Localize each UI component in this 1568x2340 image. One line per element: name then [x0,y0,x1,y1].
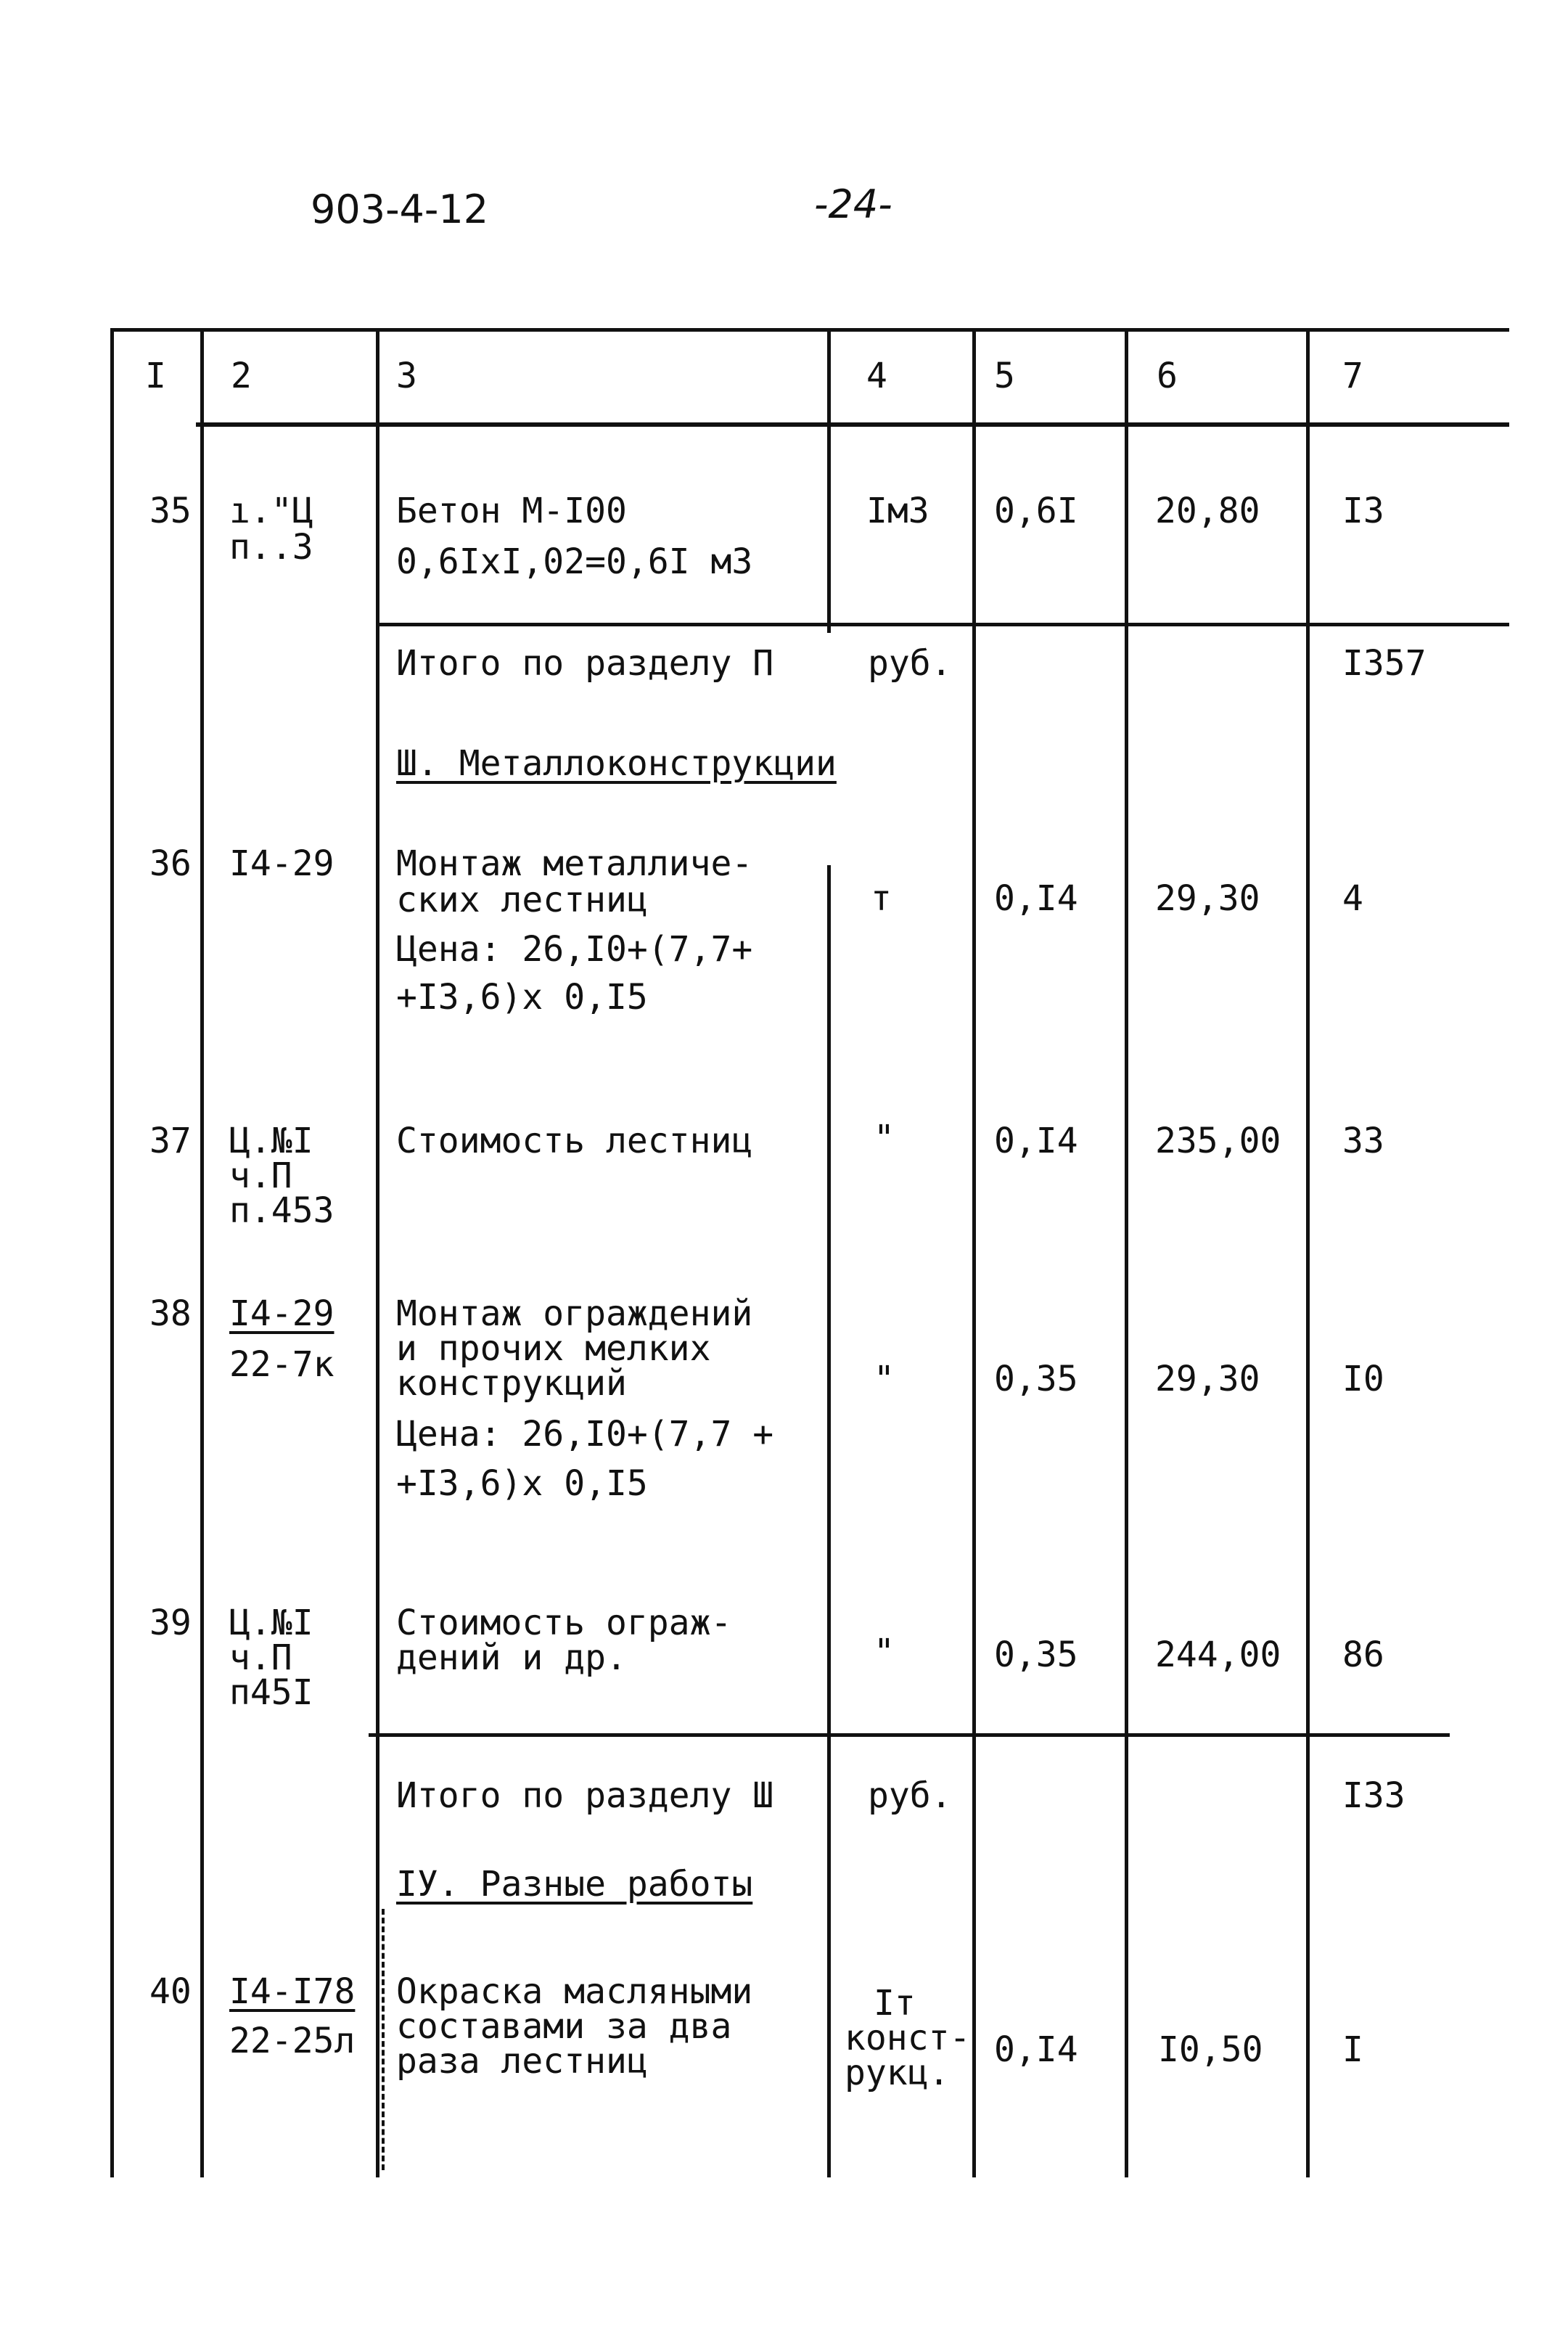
reference-line: I4-I78 [229,1971,356,2012]
row-number: 39 [149,1603,192,1643]
document-number: 903-4-12 [311,187,489,232]
description-line: Монтаж ограждений [396,1293,753,1334]
unit: руб. [868,643,952,684]
description-line: Цена: 26,I0+(7,7 + [396,1414,774,1455]
column-header-3: 3 [396,356,417,396]
quantity: 0,I4 [994,2029,1078,2070]
unit: Iм3 [866,491,929,531]
total-cost: I0 [1342,1359,1384,1399]
section-heading: IУ. Разные работы [396,1864,753,1905]
column-header-7: 7 [1342,356,1363,396]
row-number: 38 [149,1293,192,1334]
quantity: 0,6I [994,491,1078,531]
description-line: ских лестниц [396,880,648,920]
row-number: 40 [149,1971,192,2012]
reference-line: I4-29 [229,843,334,884]
total-cost: 4 [1342,878,1363,919]
description-line: Окраска масляными [396,1971,753,2012]
quantity: 0,35 [994,1359,1078,1399]
description-line: Монтаж металличе- [396,843,753,884]
reference-line: ı."Ц [229,491,313,531]
total-cost: I [1342,2029,1363,2070]
reference-line: п.453 [229,1190,334,1231]
unit-price: 29,30 [1155,878,1260,919]
unit: " [874,1632,895,1672]
unit: " [874,1118,895,1158]
row-number: 36 [149,843,192,884]
reference-line: ч.П [229,1637,292,1678]
row-number: 37 [149,1121,192,1161]
reference-line: I4-29 [229,1293,334,1334]
description-line: конструкций [396,1363,627,1404]
column-header-1: I [145,356,166,396]
reference-line: 22-7к [229,1344,334,1385]
subtotal-value: I357 [1342,643,1427,684]
quantity: 0,35 [994,1635,1078,1675]
description-line: 0,6IxI,02=0,6I м3 [396,541,753,582]
section-heading: Ш. Металлоконструкции [396,743,837,784]
description-line: раза лестниц [396,2041,648,2082]
description-line: +I3,6)x 0,I5 [396,977,648,1018]
subtotal-value: I33 [1342,1775,1405,1816]
subtotal-label: Итого по разделу П [396,643,774,684]
row-number: 35 [149,491,192,531]
column-header-4: 4 [866,356,887,396]
total-cost: 86 [1342,1635,1384,1675]
total-cost: 33 [1342,1121,1384,1161]
unit: " [874,1359,895,1399]
description-line: Стоимость лестниц [396,1121,753,1161]
page-number: -24- [814,181,892,227]
column-header-2: 2 [231,356,252,396]
reference-line: Ц.№I [229,1121,313,1161]
reference-line: п..3 [229,527,313,568]
unit-price: 20,80 [1155,491,1260,531]
column-header-5: 5 [994,356,1015,396]
total-cost: I3 [1342,491,1384,531]
quantity: 0,I4 [994,1121,1078,1161]
subtotal-label: Итого по разделу Ш [396,1775,774,1816]
description-line: и прочих мелких [396,1328,711,1369]
reference-line: Ц.№I [229,1603,313,1643]
description-line: Стоимость ограж- [396,1603,732,1643]
description-line: Цена: 26,I0+(7,7+ [396,929,753,970]
unit-price: 244,00 [1155,1635,1281,1675]
unit-price: 235,00 [1155,1121,1281,1161]
reference-line: 22-25л [229,2021,356,2061]
quantity: 0,I4 [994,878,1078,919]
unit: т [871,878,892,919]
description-line: +I3,6)x 0,I5 [396,1463,648,1504]
column-header-6: 6 [1157,356,1178,396]
description-line: составами за два [396,2006,732,2047]
unit-line: конст- [845,2018,971,2058]
description-line: Бетон М-I00 [396,491,627,531]
unit-line: рукц. [845,2053,950,2093]
unit: руб. [868,1775,952,1816]
reference-line: п45I [229,1672,313,1713]
description-line: дений и др. [396,1637,627,1678]
reference-line: ч.П [229,1155,292,1196]
unit-price: I0,50 [1158,2029,1263,2070]
unit-line: Iт [874,1983,916,2024]
unit-price: 29,30 [1155,1359,1260,1399]
